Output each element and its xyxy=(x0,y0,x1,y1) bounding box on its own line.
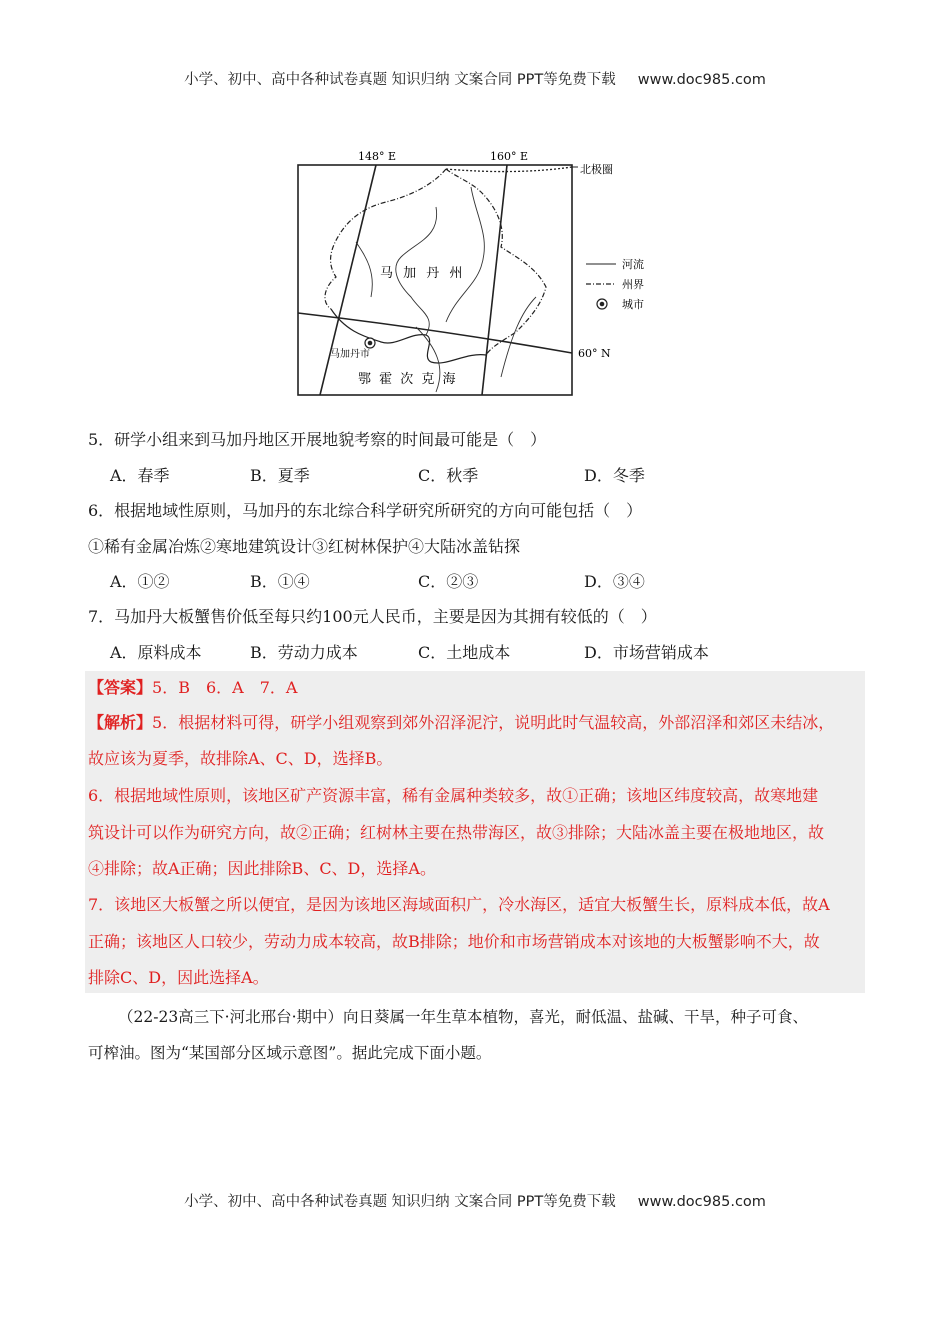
arctic-label: 北极圈 xyxy=(580,163,613,176)
question-7-stem: 7．马加丹大板蟹售价低至每只约100元人民币，主要是因为其拥有较低的（ ） xyxy=(88,607,657,626)
lon-148-label: 148° E xyxy=(358,150,397,163)
analysis-line-7: 正确；该地区人口较少，劳动力成本较高，故B排除；地价和市场营销成本对该地的大板蟹影响不大，故 xyxy=(88,932,820,951)
magadan-map xyxy=(296,147,656,399)
analysis-line-5: ④排除；故A正确；因此排除B、C、D，选择A。 xyxy=(88,859,436,878)
q5-option-c[interactable]: C．秋季 xyxy=(418,466,479,485)
q6-option-d[interactable]: D．③④ xyxy=(584,572,645,591)
answer-label: 【答案】 xyxy=(88,678,153,697)
header-url[interactable]: www.doc985.com xyxy=(637,72,766,88)
river xyxy=(356,242,372,297)
legend-river: 河流 xyxy=(622,258,644,271)
analysis-line-8: 排除C、D，因此选择A。 xyxy=(88,968,269,987)
city-label: 马加丹市 xyxy=(330,349,370,360)
river xyxy=(501,297,536,377)
q6-option-a[interactable]: A．①② xyxy=(110,572,170,591)
answer-text: 5．B 6．A 7．A xyxy=(152,678,298,697)
q5-option-d[interactable]: D．冬季 xyxy=(584,466,645,485)
q7-option-d[interactable]: D．市场营销成本 xyxy=(584,643,709,662)
page-header xyxy=(0,68,950,89)
meridian-148 xyxy=(320,165,376,395)
analysis-line-3: 6．根据地域性原则，该地区矿产资源丰富，稀有金属种类较多，故①正确；该地区纬度较高，故寒地建 xyxy=(88,786,819,805)
intro-line-2: 可榨油。图为“某国部分区域示意图”。据此完成下面小题。 xyxy=(88,1044,492,1062)
analysis-line-6: 7．该地区大板蟹之所以便宜，是因为该地区海域面积广，冷水海区，适宜大板蟹生长，原料成本低，故A xyxy=(88,895,830,914)
page-footer xyxy=(0,1190,950,1211)
question-5-stem: 5．研学小组来到马加丹地区开展地貌考察的时间最可能是（ ） xyxy=(88,430,547,449)
answer-line xyxy=(88,677,297,699)
region-label: 马 加 丹 州 xyxy=(380,266,466,281)
q7-option-b[interactable]: B．劳动力成本 xyxy=(250,643,358,662)
q6-option-b[interactable]: B．①④ xyxy=(250,572,310,591)
q5-option-b[interactable]: B．夏季 xyxy=(250,466,310,485)
q6-option-c[interactable]: C．②③ xyxy=(418,572,479,591)
header-text: 小学、初中、高中各种试卷真题 知识归纳 文案合同 PPT等免费下载 xyxy=(184,72,616,88)
footer-text: 小学、初中、高中各种试卷真题 知识归纳 文案合同 PPT等免费下载 xyxy=(184,1194,616,1210)
q7-option-c[interactable]: C．土地成本 xyxy=(418,643,511,662)
q5-option-a[interactable]: A．春季 xyxy=(110,466,170,485)
question-6-items: ①稀有金属冶炼②寒地建筑设计③红树林保护④大陆冰盖钻探 xyxy=(88,537,521,556)
legend-border: 州界 xyxy=(622,278,644,291)
analysis-label: 【解析】 xyxy=(88,713,153,732)
question-6-stem: 6．根据地域性原则，马加丹的东北综合科学研究所研究的方向可能包括（ ） xyxy=(88,501,643,520)
lat-60-label: 60° N xyxy=(578,347,611,360)
footer-url[interactable]: www.doc985.com xyxy=(637,1194,766,1210)
lon-160-label: 160° E xyxy=(490,150,529,163)
state-border-west xyxy=(325,169,446,309)
analysis-line-4: 筑设计可以作为研究方向，故②正确；红树林主要在热带海区，故③排除；大陆冰盖主要在极地地区，故 xyxy=(88,823,825,842)
sea-label: 鄂 霍 次 克 海 xyxy=(358,372,458,387)
arctic-circle xyxy=(446,167,572,172)
meridian-160 xyxy=(482,165,507,395)
river xyxy=(446,187,484,322)
analysis-line-2: 故应该为夏季，故排除A、C、D，选择B。 xyxy=(88,749,393,768)
analysis-line-1: 【解析】5．根据材料可得，研学小组观察到郊外沼泽泥泞，说明此时气温较高，外部沼泽和郊区未结冰， xyxy=(88,713,835,732)
intro-line-1: （22-23高三下·河北邢台·期中）向日葵属一年生草本植物，喜光，耐低温、盐碱、干旱，种子可食、 xyxy=(118,1008,809,1026)
q7-option-a[interactable]: A．原料成本 xyxy=(110,643,202,662)
legend-city: 城市 xyxy=(622,298,644,311)
